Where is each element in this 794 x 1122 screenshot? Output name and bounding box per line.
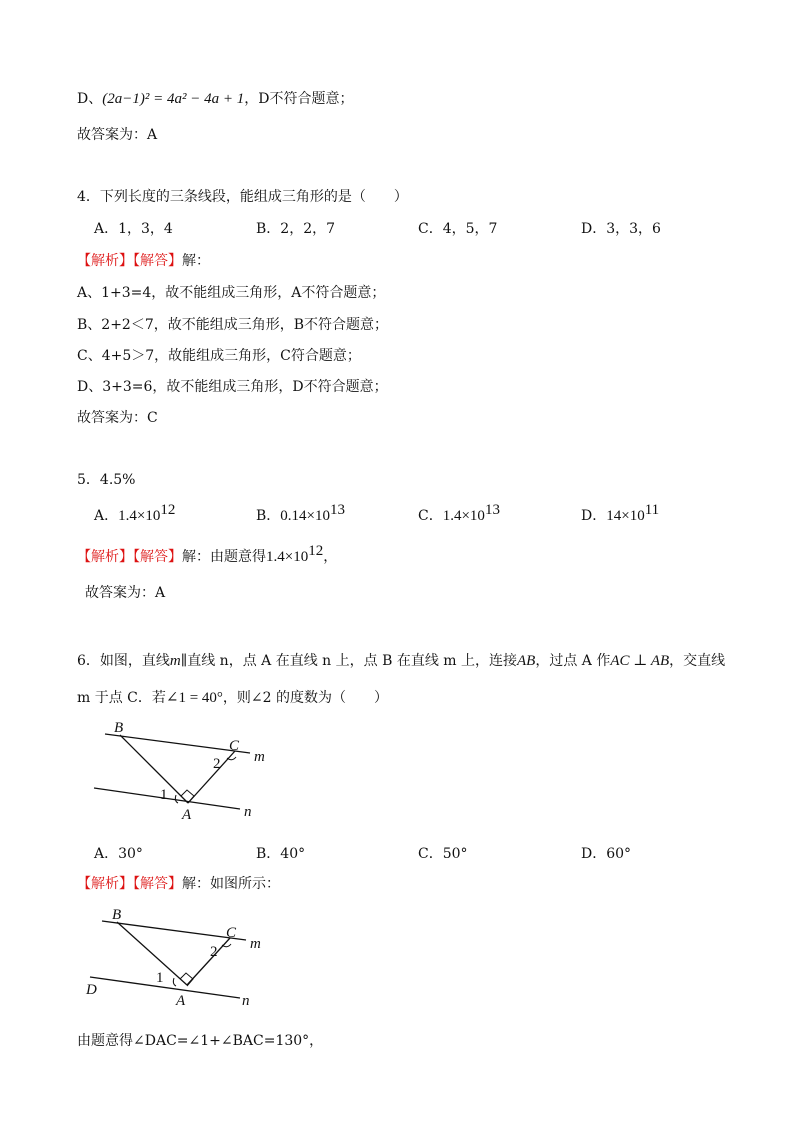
q6-stem-text-2: ∥直线 n，点 A 在直线 n 上，点 B 在直线 m 上，连接: [180, 653, 517, 669]
label-d: D: [86, 982, 97, 998]
q6-solution-figure: [84, 902, 274, 1012]
q5-option-a: [94, 502, 176, 525]
q6-stem-angle: ∠1 = 40°: [165, 690, 223, 706]
q5-option-a-letter: A．: [94, 508, 119, 524]
q5-option-d: [581, 502, 660, 525]
q4-analysis-lead: 解：: [182, 253, 210, 269]
option-d-prefix: D、: [77, 91, 103, 107]
q4-line-a: A、1+3=4，故不能组成三角形，A不符合题意；: [77, 285, 386, 301]
q6-stem-text-4: ，交直线: [669, 653, 726, 669]
q5-analysis: [77, 543, 338, 566]
label-b: B: [112, 907, 122, 923]
label-n: n: [242, 993, 250, 1009]
q6-analysis-header: [77, 873, 280, 893]
q5-analysis-exponent: 12: [308, 543, 324, 559]
q6-option-b: B．40°: [256, 846, 306, 862]
q5-option-d-exponent: 11: [644, 502, 660, 518]
angle-1-arc: [175, 795, 178, 803]
q5-option-a-mantissa: 1.4×10: [118, 508, 161, 524]
option-d-line: [77, 88, 353, 108]
q5-analysis-tail: ，: [323, 549, 338, 565]
q6-stem-perpendicular: AC ⊥ AB: [610, 653, 670, 669]
q4-line-b: B、2+2＜7，故不能组成三角形，B不符合题意；: [77, 317, 389, 333]
q5-option-b-letter: B．: [256, 508, 281, 524]
line-m: [102, 921, 246, 940]
q4-option-a: A．1，3，4: [94, 221, 173, 237]
answer-prev: 故答案为：A: [77, 127, 158, 143]
label-2: 2: [210, 944, 218, 960]
analysis-tag: 【解析】【解答】: [77, 876, 182, 892]
q5-option-b-mantissa: 0.14×10: [280, 508, 331, 524]
q5-answer: 故答案为：A: [85, 585, 166, 601]
q6-stem-text-3: ，过点 A 作: [535, 653, 611, 669]
q5-option-d-mantissa: 14×10: [606, 508, 645, 524]
label-c: C: [229, 738, 240, 754]
q5-option-d-letter: D．: [581, 508, 607, 524]
q6-stem-line1: [77, 650, 725, 670]
q6-option-c: C．50°: [418, 846, 468, 862]
q4-stem: 4．下列长度的三条线段，能组成三角形的是（ ）: [77, 189, 408, 205]
label-n: n: [244, 804, 252, 820]
q4-answer: 故答案为：C: [77, 410, 158, 426]
q6-option-d: D．60°: [581, 846, 632, 862]
q5-option-b: [256, 502, 346, 525]
q6-last-line: 由题意得∠DAC=∠1+∠BAC=130°，: [77, 1033, 324, 1049]
label-b: B: [114, 720, 124, 736]
q5-option-c-letter: C．: [418, 508, 443, 524]
q5-analysis-lead: 解：由题意得: [182, 549, 266, 565]
q6-stem-text-5: m 于点 C．若: [77, 690, 166, 706]
label-c: C: [226, 925, 237, 941]
q5-option-b-exponent: 13: [330, 502, 346, 518]
q5-option-c-mantissa: 1.4×10: [442, 508, 485, 524]
q5-option-a-exponent: 12: [160, 502, 176, 518]
option-d-suffix: ，D不符合题意；: [244, 91, 354, 107]
line-n: [90, 977, 240, 998]
label-2: 2: [213, 756, 221, 772]
formula: (2a−1)² = 4a² − 4a + 1: [102, 91, 245, 107]
q5-stem: 5．4.5%: [77, 472, 136, 488]
q6-analysis-lead: 解：如图所示：: [182, 876, 280, 892]
q4-analysis-header: [77, 250, 210, 270]
q4-line-d: D、3+3=6，故不能组成三角形，D不符合题意；: [77, 379, 388, 395]
analysis-tag: 【解析】【解答】: [77, 549, 182, 565]
q6-option-a: A．30°: [94, 846, 143, 862]
q4-option-d: D．3，3，6: [581, 221, 661, 237]
analysis-tag: 【解析】【解答】: [77, 253, 182, 269]
q5-analysis-mantissa: 1.4×10: [266, 549, 309, 565]
q6-stem-line2: [77, 687, 388, 707]
label-1: 1: [160, 787, 168, 803]
label-1: 1: [156, 970, 164, 986]
label-m: m: [254, 749, 265, 765]
q6-stem-line-m: m: [169, 653, 181, 669]
label-m: m: [250, 936, 261, 952]
q4-line-c: C、4+5＞7，故能组成三角形，C符合题意；: [77, 348, 361, 364]
label-a: A: [176, 993, 186, 1009]
q4-option-c: C．4，5，7: [418, 221, 498, 237]
q4-option-b: B．2，2，7: [256, 221, 336, 237]
segment-ac: [187, 938, 230, 985]
q6-figure: [90, 715, 280, 825]
q5-option-c: [418, 502, 500, 525]
q5-option-c-exponent: 13: [484, 502, 500, 518]
label-a: A: [182, 807, 192, 823]
q6-stem-text-1: 6．如图，直线: [77, 653, 170, 669]
q6-stem-text-6: ，则∠2 的度数为（ ）: [222, 690, 389, 706]
angle-1-arc: [173, 978, 176, 986]
q6-stem-segment-ab: AB: [517, 653, 536, 669]
